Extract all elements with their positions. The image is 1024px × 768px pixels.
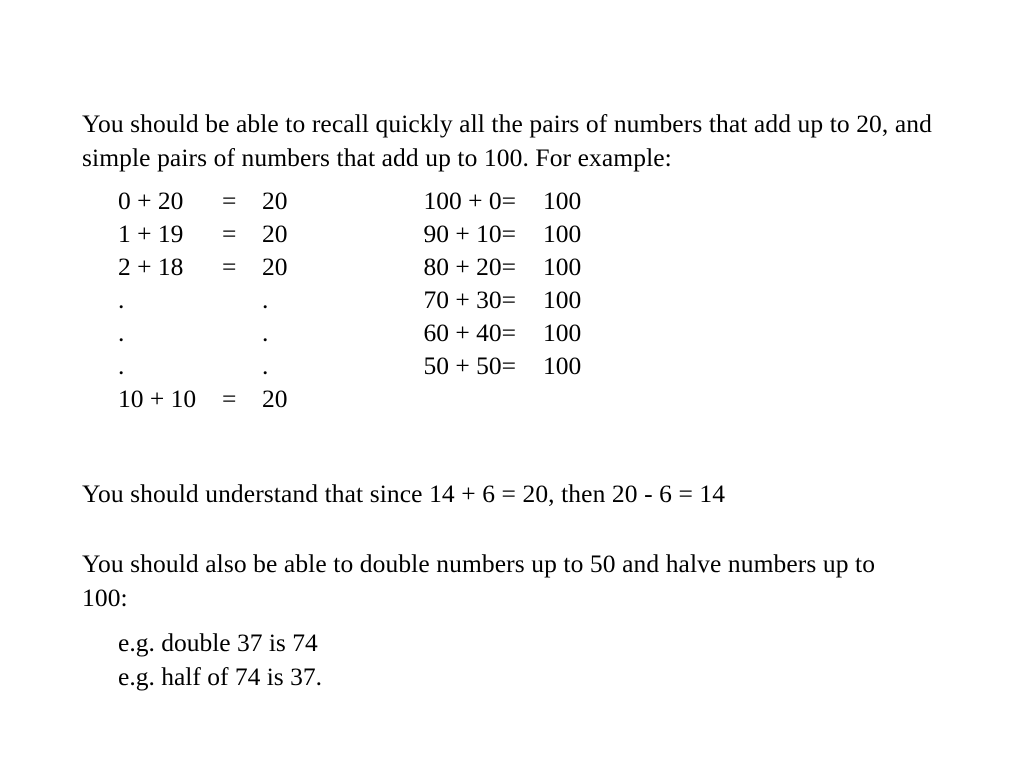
examples-block [118, 626, 322, 694]
equation-result-hundred: 100 [543, 252, 582, 281]
equation-result-hundred: 100 [543, 186, 582, 215]
equation-expression: 1 + 19 [118, 219, 184, 248]
equation-equals-sign: = [222, 186, 237, 215]
inverse-relationship-paragraph: You should understand that since 14 + 6 = 20, then 20 - 6 = 14 [82, 478, 726, 508]
example-line: e.g. half of 74 is 37. [118, 662, 322, 691]
equation-row [118, 316, 598, 349]
equation-expression: 10 + 10 [118, 384, 197, 413]
equation-row [118, 283, 598, 316]
equation-row [118, 349, 598, 382]
equation-equals-sign: = [222, 252, 237, 281]
equation-expression-hundred: 70 + 30= [423, 285, 516, 314]
equation-result-hundred: 100 [543, 219, 582, 248]
equation-result: . [262, 318, 269, 347]
example-line: e.g. double 37 is 74 [118, 628, 318, 657]
equation-expression: 0 + 20 [118, 186, 184, 215]
equation-result-hundred: 100 [543, 318, 582, 347]
equation-expression-hundred: 80 + 20= [423, 252, 516, 281]
equation-row [118, 250, 598, 283]
equation-result: 20 [262, 186, 288, 215]
equation-block [118, 184, 598, 415]
equation-expression-hundred: 90 + 10= [423, 219, 516, 248]
equation-expression: 2 + 18 [118, 252, 184, 281]
equation-result-hundred: 100 [543, 285, 582, 314]
equation-result: 20 [262, 252, 288, 281]
equation-expression: . [118, 285, 125, 314]
equation-result-hundred: 100 [543, 351, 582, 380]
equation-result: . [262, 351, 269, 380]
equation-row [118, 184, 598, 217]
equation-row [118, 382, 598, 415]
equation-equals-sign: = [222, 219, 237, 248]
equation-result: 20 [262, 219, 288, 248]
equation-expression-hundred: 100 + 0= [423, 186, 516, 215]
equation-expression: . [118, 318, 125, 347]
equation-result: 20 [262, 384, 288, 413]
doubling-halving-paragraph: You should also be able to double numbers up to 50 and halve numbers up to 100: [82, 548, 882, 612]
intro-paragraph: You should be able to recall quickly all the pairs of numbers that add up to 20, and simple pairs of numbers that add up to 100. For example: [82, 108, 939, 172]
equation-expression-hundred: 60 + 40= [423, 318, 516, 347]
equation-equals-sign: = [222, 384, 237, 413]
equation-expression-hundred: 50 + 50= [423, 351, 516, 380]
equation-result: . [262, 285, 269, 314]
equation-expression: . [118, 351, 125, 380]
equation-row [118, 217, 598, 250]
